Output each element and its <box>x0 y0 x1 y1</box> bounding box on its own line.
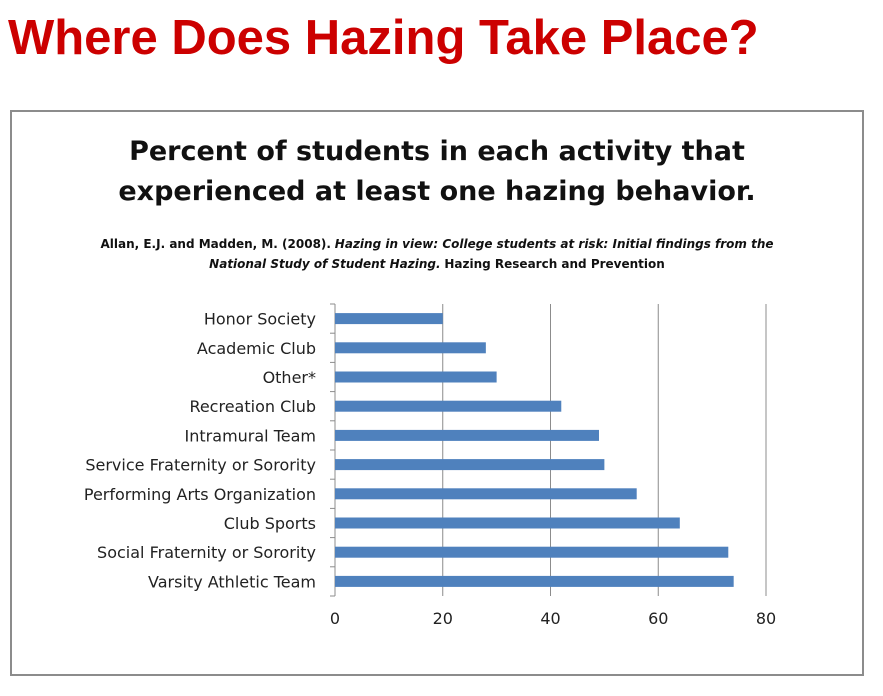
category-label: Varsity Athletic Team <box>148 572 316 592</box>
bar-other <box>335 372 497 383</box>
category-label: Club Sports <box>223 514 316 533</box>
category-label: Service Fraternity or Sorority <box>85 455 316 475</box>
bar-intramural-team <box>335 430 599 441</box>
citation-authors: Allan, E.J. and Madden, M. (2008). <box>100 237 331 251</box>
citation-work-part-1: Hazing in view: College students at risk: Initial findings from the <box>334 237 774 251</box>
bar-recreation-club <box>335 401 561 412</box>
x-tick-label: 80 <box>755 609 777 628</box>
x-tick-label: 40 <box>540 609 561 628</box>
citation-publisher: Hazing Research and Prevention <box>444 257 665 271</box>
x-tick-label: 60 <box>648 609 669 628</box>
category-label: Performing Arts Organization <box>83 484 316 504</box>
category-label: Honor Society <box>203 309 316 329</box>
bar-club-sports <box>335 518 680 529</box>
chart-title-line-1: Percent of students in each activity that <box>129 136 745 167</box>
bar-chart <box>12 112 862 674</box>
bar-social-fraternity-or-sorority <box>335 547 728 558</box>
citation-work-part-2: National Study of Student Hazing. <box>209 257 441 271</box>
chart-frame <box>10 110 864 676</box>
slide-title: Where Does Hazing Take Place? <box>8 11 759 65</box>
category-label: Intramural Team <box>184 426 316 446</box>
bar-honor-society <box>335 313 443 324</box>
chart-title-line-2: experienced at least one hazing behavior. <box>118 176 756 207</box>
x-tick-label: 0 <box>329 609 341 628</box>
category-label: Social Fraternity or Sorority <box>97 543 316 563</box>
bar-service-fraternity-or-sorority <box>335 459 604 470</box>
bar-varsity-athletic-team <box>335 576 734 587</box>
bar-academic-club <box>335 342 486 353</box>
x-tick-label: 20 <box>432 609 453 628</box>
category-label: Other* <box>262 368 316 387</box>
bar-performing-arts-organization <box>335 488 637 499</box>
category-label: Recreation Club <box>189 397 316 417</box>
category-label: Academic Club <box>196 338 316 358</box>
